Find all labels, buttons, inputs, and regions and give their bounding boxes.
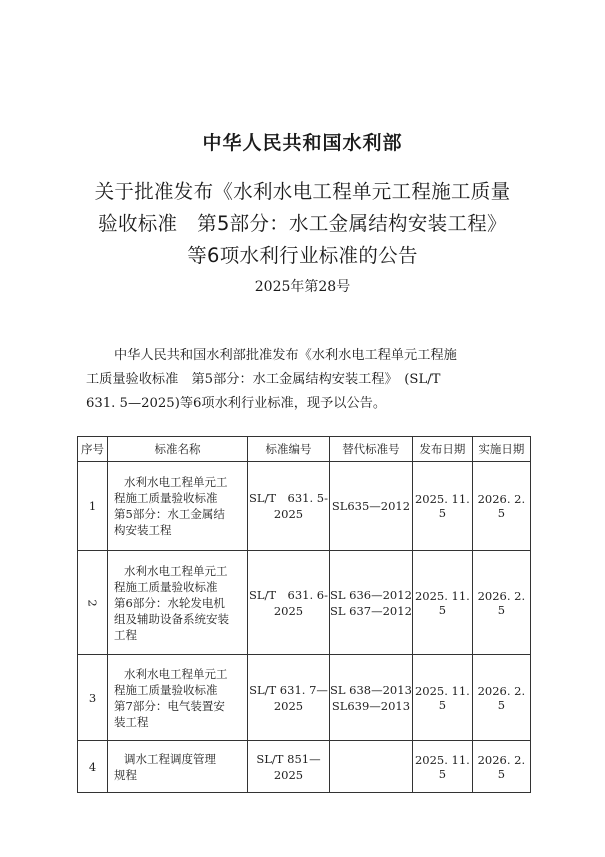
cell-implement-date: 2026. 2. 5	[472, 655, 530, 741]
title-line: 关于批准发布《水利水电工程单元工程施工质量	[94, 180, 511, 203]
name-line: 第5部分：水工金属结	[114, 507, 225, 521]
body-line: 工质量验收标准 第5部分：水工金属结构安装工程》 (SL/T	[86, 372, 441, 387]
name-line: 装工程	[114, 714, 149, 729]
replaced-line: SL 638—2013	[330, 682, 412, 697]
announcement-title	[60, 176, 545, 272]
name-line: 组及辅助设备系统安装	[114, 611, 229, 626]
cell-serial	[78, 551, 108, 655]
cell-implement-date: 2026. 2. 5	[472, 551, 530, 655]
replaced-line: SL 637—2012	[330, 603, 412, 618]
table-header-row	[78, 437, 531, 462]
replaced-line: SL 636—2012	[330, 587, 412, 602]
cell-implement-date: 2026. 2. 5	[472, 741, 530, 793]
cell-standard-name	[108, 741, 248, 793]
name-line: 水利水电工程单元工	[124, 666, 228, 681]
table-row	[78, 655, 531, 741]
code-line: SL/T 631. 5-	[248, 491, 329, 505]
cell-replaced-standard	[330, 741, 413, 793]
code-line: 2025	[273, 698, 304, 713]
standards-table	[77, 436, 531, 793]
announcement-body	[86, 344, 526, 416]
name-line: 构安装工程	[114, 523, 172, 537]
replaced-line: SL635—2012	[331, 499, 411, 513]
cell-standard-name	[108, 551, 248, 655]
name-line: 规程	[114, 767, 137, 782]
code-line: 2025	[273, 603, 304, 618]
header-serial: 序号	[78, 437, 108, 462]
name-line: 程施工质量验收标准	[114, 579, 218, 594]
header-replaced-standard: 替代标准号	[330, 437, 413, 462]
name-line: 调水工程调度管理	[124, 751, 216, 766]
table-row	[78, 462, 531, 551]
code-line: SL/T 631. 7—	[249, 682, 328, 697]
cell-replaced-standard	[330, 551, 413, 655]
cell-standard-code	[248, 551, 330, 655]
table-row	[78, 741, 531, 793]
cell-replaced-standard	[330, 655, 413, 741]
replaced-line: SL639—2013	[331, 698, 411, 713]
header-standard-name: 标准名称	[108, 437, 248, 462]
title-line: 验收标准 第5部分：水工金属结构安装工程》	[98, 212, 507, 235]
code-line: 2025	[273, 767, 304, 782]
cell-serial: 4	[78, 741, 108, 793]
title-line: 等6项水利行业标准的公告	[187, 244, 418, 267]
name-line: 第7部分：电气装置安	[114, 698, 225, 713]
table-row	[78, 551, 531, 655]
cell-standard-code	[248, 462, 330, 551]
name-line: 水利水电工程单元工	[124, 475, 228, 489]
issuing-department: 中华人民共和国水利部	[202, 132, 403, 154]
document-number: 2025年第28号	[254, 279, 351, 295]
header-implement-date: 实施日期	[472, 437, 530, 462]
code-line: SL/T 631. 6-	[248, 587, 329, 602]
cell-serial: 3	[78, 655, 108, 741]
cell-standard-name	[108, 655, 248, 741]
cell-standard-name	[108, 462, 248, 551]
serial-rotated: 2	[85, 598, 100, 607]
cell-replaced-standard	[330, 462, 413, 551]
name-line: 工程	[114, 627, 137, 642]
header-standard-code: 标准编号	[248, 437, 330, 462]
cell-publish-date: 2025. 11. 5	[412, 655, 472, 741]
name-line: 第6部分：水轮发电机	[114, 595, 225, 610]
cell-publish-date: 2025. 11. 5	[412, 462, 472, 551]
code-line: 2025	[273, 507, 304, 521]
code-line: SL/T 851—	[256, 751, 321, 766]
cell-standard-code	[248, 741, 330, 793]
header-publish-date: 发布日期	[412, 437, 472, 462]
cell-publish-date: 2025. 11. 5	[412, 741, 472, 793]
name-line: 程施工质量验收标准	[114, 491, 218, 505]
name-line: 程施工质量验收标准	[114, 682, 218, 697]
name-line: 水利水电工程单元工	[124, 563, 228, 578]
cell-publish-date: 2025. 11. 5	[412, 551, 472, 655]
cell-implement-date: 2026. 2. 5	[472, 462, 530, 551]
body-line: 631. 5—2025)等6项水利行业标准，现予以公告。	[86, 396, 387, 411]
cell-serial: 1	[78, 462, 108, 551]
cell-standard-code	[248, 655, 330, 741]
body-line: 中华人民共和国水利部批准发布《水利水电工程单元工程施	[114, 348, 457, 363]
